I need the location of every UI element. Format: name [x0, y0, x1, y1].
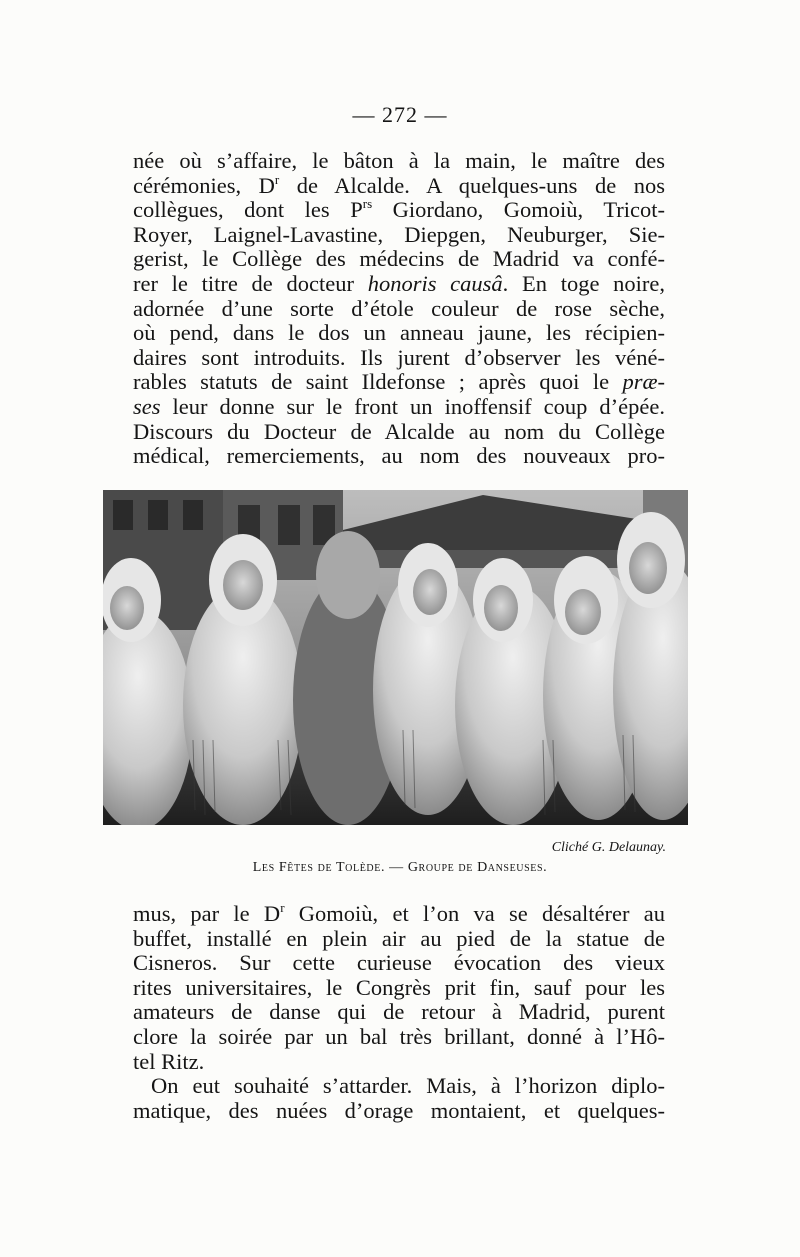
- text-line: clore la soirée par un bal très brillant, donné à l’Hô-: [133, 1023, 665, 1049]
- photograph-group-of-dancers: [103, 490, 688, 825]
- text-line: ses leur donne sur le front un inoffensif coup d’épée.: [133, 393, 665, 419]
- page-number: — 272 —: [352, 102, 448, 127]
- text-line: rites universitaires, le Congrès prit fin, sauf pour les: [133, 974, 665, 1000]
- text-line: mus, par le $D^r$ Gomoiù, et l’on va se désaltérer au: [133, 900, 665, 926]
- text-line: rer le titre de docteur honoris causâ. En toge noire,: [133, 270, 665, 296]
- text-line: buffet, installé en plein air au pied de la statue de: [133, 925, 665, 951]
- text-line: daires sont introduits. Ils jurent d’observer les véné-: [133, 344, 665, 370]
- text-line: rables statuts de saint Ildefonse ; après quoi le præ-: [133, 369, 665, 395]
- text-line: tel Ritz.: [133, 1048, 205, 1074]
- text-line: Cisneros. Sur cette curieuse évocation des vieux: [133, 950, 665, 976]
- text-line: née où s’affaire, le bâton à la main, le maître des: [133, 148, 665, 173]
- text-line: médical, remerciements, au nom des nouveaux pro-: [133, 443, 665, 469]
- text-line: Royer, Laignel-Lavastine, Diepgen, Neuburger, Sie-: [133, 221, 665, 247]
- photo-credit: Cliché G. Delaunay.: [551, 840, 666, 855]
- text-line: cérémonies, $D^r$ de Alcalde. A quelques-uns de nos: [133, 171, 665, 198]
- text-line: adornée d’une sorte d’étole couleur de rose sèche,: [133, 295, 665, 321]
- text-line: matique, des nuées d’orage montaient, et quelques-: [133, 1097, 665, 1123]
- figure-caption: Les Fêtes de Tolède. — Groupe de Danseuses.: [252, 860, 548, 875]
- text-line: Discours du Docteur de Alcalde au nom du Collège: [133, 418, 665, 444]
- text-line: On eut souhaité s’attarder. Mais, à l’horizon diplo-: [151, 1073, 665, 1099]
- bottom-paragraph: [133, 902, 665, 1123]
- top-paragraph: [133, 149, 665, 469]
- text-line: collègues, dont les $P^{rs}$ Giordano, Gomoiù, Tricot-: [133, 196, 665, 223]
- text-line: amateurs de danse qui de retour à Madrid, purent: [133, 999, 665, 1025]
- photograph-illustration: [103, 490, 688, 825]
- text-line: où pend, dans le dos un anneau jaune, les récipien-: [133, 320, 665, 346]
- text-line: gerist, le Collège des médecins de Madrid va confé-: [133, 246, 665, 272]
